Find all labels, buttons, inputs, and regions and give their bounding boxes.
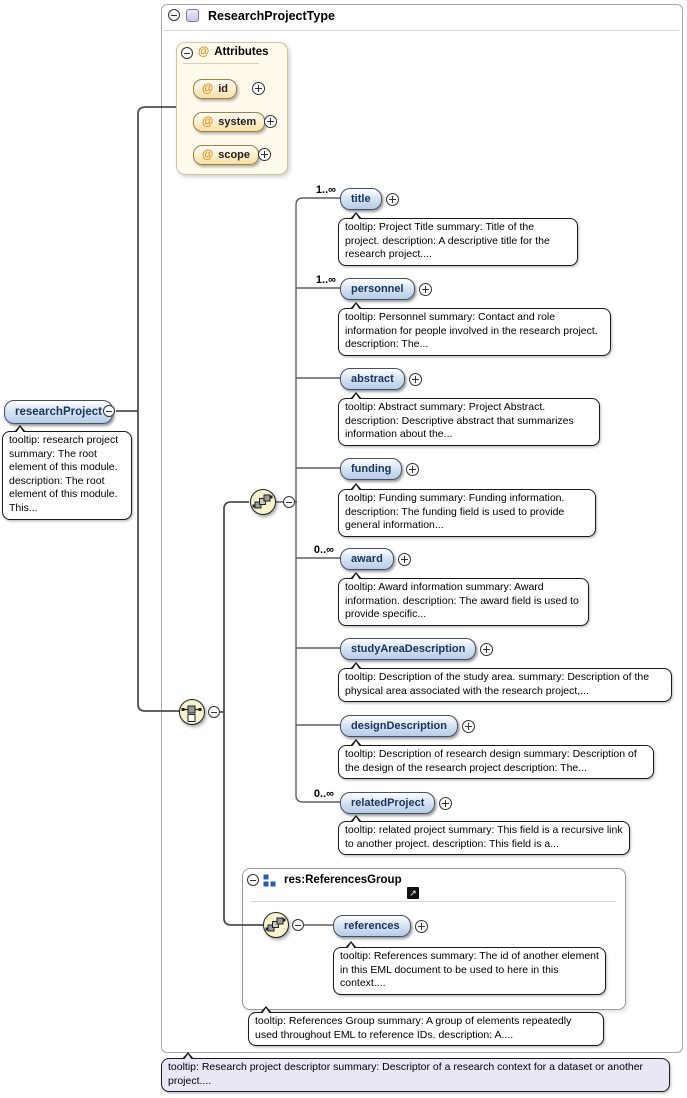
collapse-icon[interactable] bbox=[283, 496, 295, 508]
tooltip-studyAreaDescription: tooltip: Description of the study area. summary: Description of the physical area associated with the research project,... bbox=[338, 668, 672, 702]
attribute-system[interactable] bbox=[193, 112, 265, 132]
tooltip-personnel: tooltip: Personnel summary: Contact and role information for people involved in the research project. description: The... bbox=[338, 308, 611, 356]
element-abstract[interactable]: abstract bbox=[340, 368, 405, 390]
element-researchProject[interactable]: researchProject bbox=[4, 400, 113, 424]
collapse-icon[interactable] bbox=[103, 405, 115, 417]
attribute-at-icon: @ bbox=[202, 149, 214, 161]
collapse-icon[interactable] bbox=[168, 9, 180, 21]
element-studyAreaDescription[interactable]: studyAreaDescription bbox=[340, 638, 476, 660]
cardinality-label: 1..∞ bbox=[315, 274, 336, 286]
cardinality-label: 0..∞ bbox=[313, 788, 334, 800]
sequence-compositor-icon[interactable] bbox=[250, 489, 276, 515]
link-icon[interactable]: ↗ bbox=[407, 887, 419, 899]
references-group-divider bbox=[250, 901, 616, 902]
attribute-label: id bbox=[218, 83, 228, 95]
tooltip-references-group: tooltip: References Group summary: A group of elements repeatedly used throughout EML to reference IDs. description: A.... bbox=[248, 1012, 604, 1046]
expand-icon[interactable] bbox=[439, 797, 452, 810]
attribute-at-icon: @ bbox=[202, 116, 214, 128]
expand-icon[interactable] bbox=[406, 463, 419, 476]
choice-compositor-icon[interactable] bbox=[179, 699, 205, 725]
expand-icon[interactable] bbox=[264, 115, 277, 128]
attribute-label: scope bbox=[218, 149, 251, 161]
expand-icon[interactable] bbox=[386, 193, 399, 206]
expand-icon[interactable] bbox=[258, 148, 271, 161]
expand-icon[interactable] bbox=[252, 82, 265, 95]
cardinality-label: 0..∞ bbox=[313, 544, 334, 556]
attribute-at-icon: @ bbox=[202, 83, 214, 95]
tooltip-research-project-descriptor: tooltip: Research project descriptor summary: Descriptor of a research context for a dataset or another project.... bbox=[161, 1058, 670, 1092]
element-designDescription[interactable]: designDescription bbox=[340, 715, 458, 737]
complextype-header-divider bbox=[163, 30, 679, 31]
expand-icon[interactable] bbox=[398, 553, 411, 566]
sequence-compositor-icon[interactable] bbox=[263, 912, 289, 938]
element-relatedProject[interactable]: relatedProject bbox=[340, 792, 435, 814]
attribute-scope[interactable] bbox=[193, 145, 259, 165]
tooltip-designDescription: tooltip: Description of research design summary: Description of the design of the research project description: The... bbox=[338, 745, 654, 779]
references-group-title: res:ReferencesGroup bbox=[284, 874, 402, 886]
attributes-box-title: Attributes bbox=[214, 46, 269, 58]
attribute-id[interactable] bbox=[193, 79, 237, 99]
expand-icon[interactable] bbox=[462, 720, 475, 733]
expand-icon[interactable] bbox=[409, 373, 422, 386]
expand-icon[interactable] bbox=[415, 920, 428, 933]
complextype-icon bbox=[186, 9, 199, 22]
cardinality-label: 1..∞ bbox=[315, 184, 336, 196]
tooltip-researchProject: tooltip: research project summary: The root element of this module. description: The root element of this module. This... bbox=[2, 431, 132, 520]
element-funding[interactable]: funding bbox=[340, 458, 402, 480]
collapse-icon[interactable] bbox=[247, 874, 259, 886]
tooltip-title: tooltip: Project Title summary: Title of the project. description: A descriptive title for the research project.... bbox=[338, 218, 578, 266]
attribute-at-icon: @ bbox=[198, 46, 210, 58]
expand-icon[interactable] bbox=[419, 283, 432, 296]
element-title[interactable]: title bbox=[340, 188, 382, 210]
collapse-icon[interactable] bbox=[181, 47, 193, 59]
tooltip-award: tooltip: Award information summary: Award information. description: The award field is used to provide specific... bbox=[338, 578, 589, 626]
tooltip-relatedProject: tooltip: related project summary: This field is a recursive link to another project. description: This field is a... bbox=[338, 821, 630, 855]
collapse-icon[interactable] bbox=[208, 706, 220, 718]
attributes-divider bbox=[183, 63, 259, 64]
expand-icon[interactable] bbox=[480, 643, 493, 656]
tooltip-abstract: tooltip: Abstract summary: Project Abstract. description: Descriptive abstract that summarizes information about the... bbox=[338, 398, 600, 446]
complextype-title: ResearchProjectType bbox=[208, 9, 335, 23]
attribute-label: system bbox=[218, 116, 257, 128]
element-award[interactable]: award bbox=[340, 548, 394, 570]
element-references[interactable]: references bbox=[333, 915, 411, 937]
element-personnel[interactable]: personnel bbox=[340, 278, 415, 300]
tooltip-funding: tooltip: Funding summary: Funding information. description: The funding field is used to provide general information... bbox=[338, 489, 596, 537]
tooltip-references: tooltip: References summary: The id of another element in this EML document to be used to here in this context.... bbox=[333, 947, 606, 995]
collapse-icon[interactable] bbox=[292, 919, 304, 931]
